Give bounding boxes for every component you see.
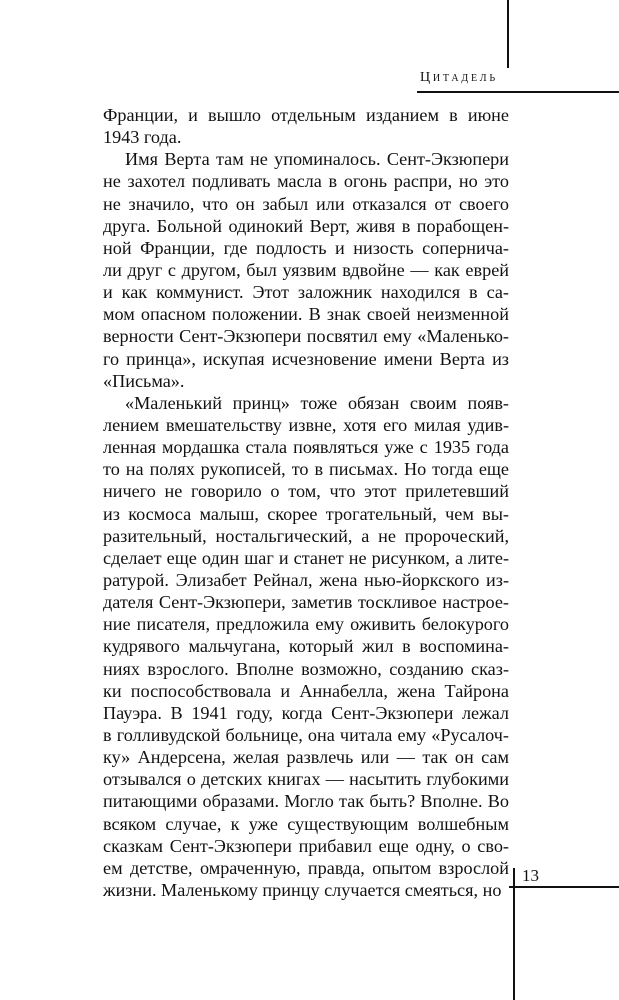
text-line: ние писателя, предложила ему оживить белокурого <box>103 614 509 635</box>
text-line: Имя Верта там не упоминалось. Сент-Экзюпери <box>125 149 509 170</box>
text-line: лением вмешательству извне, хотя его милая удив- <box>103 414 509 435</box>
text-line: то на полях рукописей, то в письмах. Но тогда еще <box>103 459 509 480</box>
text-line: Франции, и вышло отдельным изданием в июне <box>103 105 509 125</box>
paragraph <box>103 392 509 901</box>
text-line: всяком случае, к уже существующим волшебным <box>103 813 509 834</box>
text-line: не захотел подливать масла в огонь распри, но это <box>103 171 509 192</box>
text-line: ниях взрослого. Вполне возможно, созданию сказ- <box>103 658 509 679</box>
text-line: сказкам Сент-Экзюпери прибавил еще одну, о сво- <box>103 835 509 856</box>
text-line: сделает еще один шаг и станет не рисунком, а лите- <box>103 547 509 568</box>
text-line: 1943 года. <box>103 127 182 148</box>
text-line: верности Сент-Экзюпери посвятил ему «Маленько- <box>103 326 509 347</box>
bottom-vertical-rule <box>513 868 515 1000</box>
text-line: ной Франции, где подлость и низость соперничa- <box>103 237 509 258</box>
text-line: ем детстве, омраченную, правда, опытом взрослой <box>103 857 509 878</box>
text-line: не значило, что он забыл или отказался от своего <box>103 193 509 214</box>
text-line: ки поспособствовала и Аннабелла, жена Тайрона <box>103 680 509 701</box>
text-line: питающими образами. Могло так быть? Вполне. Во <box>103 791 509 812</box>
bottom-horizontal-rule <box>509 886 619 888</box>
text-line: кудрявого мальчугана, который жил в воспомина- <box>103 636 509 657</box>
text-line: «Маленький принц» тоже обязан своим появ- <box>125 392 509 413</box>
top-horizontal-rule <box>417 91 619 93</box>
text-line: ратурой. Элизабет Рейнал, жена нью-йоркского из- <box>103 569 509 590</box>
text-line: дателя Сент-Экзюпери, заметив тоскливое настрое- <box>103 592 509 613</box>
page-number: 13 <box>522 866 539 885</box>
text-line: ли друг с другом, был уязвим вдвойне — как еврей <box>103 259 509 280</box>
paragraph <box>103 104 509 148</box>
text-line: го принца», искупая исчезновение имени Верта из <box>103 348 509 369</box>
text-line: друга. Больной одинокий Верт, живя в порабощен- <box>103 215 509 236</box>
text-line: отзывался о детских книгах — насытить глубокими <box>103 769 509 790</box>
text-line: Пауэра. В 1941 году, когда Сент-Экзюпери лежал <box>103 702 509 723</box>
text-line: ку» Андерсена, желая развлечь или — так он сам <box>103 747 509 768</box>
body-text <box>103 104 509 901</box>
text-line: ленная мордашка стала появляться уже с 1935 года <box>103 437 509 458</box>
text-line: мом опасном положении. В знак своей неизменной <box>103 304 509 325</box>
top-vertical-rule <box>507 0 509 68</box>
text-line: из космоса малыш, скорее трогательный, чем вы- <box>103 503 509 524</box>
text-line: ничего не говорило о том, что этот прилетевший <box>103 481 509 502</box>
text-line: жизни. Маленькому принцу случается смеяться, но <box>103 879 502 900</box>
running-header-title: Цитадель <box>420 70 498 85</box>
text-line: «Письма». <box>103 370 185 391</box>
paragraph <box>103 148 509 392</box>
text-line: и как коммунист. Этот заложник находился в са- <box>103 282 509 303</box>
text-line: разительный, ностальгический, а не пророческий, <box>103 525 509 546</box>
text-line: в голливудской больнице, она читала ему «Русалоч- <box>103 724 509 745</box>
